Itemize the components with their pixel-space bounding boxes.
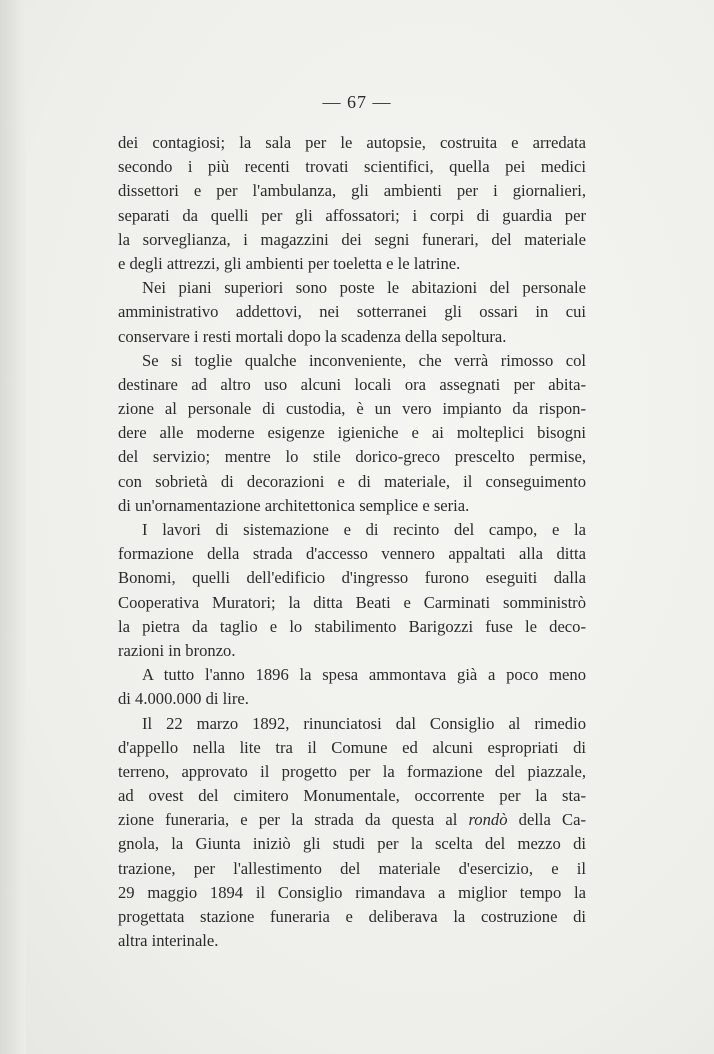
text-line: separati da quelli per gli affossatori; i corpi di guardia per [118,205,586,225]
text-line: secondo i più recenti trovati scientifici, quella pei medici [118,157,586,177]
text-line: zione al personale di custodia, è un vero impianto da rispon- [118,399,586,419]
text-line: con sobrietà di decorazioni e di materiale, il conseguimento [118,471,586,491]
text-line: del servizio; mentre lo stile dorico-greco prescelto permise, [118,447,586,467]
text-line: conservare i resti mortali dopo la scadenza della sepoltura. [118,326,507,346]
text-line: Cooperativa Muratori; la ditta Beati e Carminati somministrò [118,592,586,612]
text-line: destinare ad altro uso alcuni locali ora assegnati per abita- [118,374,586,394]
text-line: formazione della strada d'accesso vennero appaltati alla ditta [118,544,586,564]
text-line: Bonomi, quelli dell'edificio d'ingresso furono eseguiti dalla [118,568,586,588]
text-line: A tutto l'anno 1896 la spesa ammontava già a poco meno [142,665,586,685]
text-line: I lavori di sistemazione e di recinto del campo, e la [142,520,586,539]
text-line: 29 maggio 1894 il Consiglio rimandava a miglior tempo la [118,882,586,902]
text-line: gnola, la Giunta iniziò gli studi per la scelta del mezzo di [118,834,586,854]
text-line: Se si toglie qualche inconveniente, che verrà rimosso col [142,350,586,370]
text-line: di 4.000.000 di lire. [118,689,249,709]
page-gutter [0,0,26,1054]
italic-term: rondò [468,810,508,830]
text-line: ad ovest del cimitero Monumentale, occorrente per la sta- [118,786,586,806]
text-line: e degli attrezzi, gli ambienti per toeletta e le latrine. [118,253,461,273]
text-line: trazione, per l'allestimento del materiale d'esercizio, e il [118,858,586,878]
text-line: d'appello nella lite tra il Comune ed alcuni espropriati di [118,737,586,757]
text-line: razioni in bronzo. [118,640,236,660]
text-line: di un'ornamentazione architettonica semplice e seria. [118,495,470,515]
page-number: — 67 — [322,92,392,112]
text-fragment: zione funeraria, e per la strada da questa al [118,810,458,830]
text-line: la sorveglianza, i magazzini dei segni funerari, del materiale [118,229,586,249]
text-line: Nei piani superiori sono poste le abitazioni del personale [142,278,586,298]
text-line: progettata stazione funeraria e deliberava la costruzione di [118,907,586,926]
text-line [118,808,586,832]
text-line: Il 22 marzo 1892, rinunciatosi dal Consiglio al rimedio [142,713,586,733]
text-line: amministrativo addettovi, nei sotterranei gli ossari in cui [118,302,586,322]
body-text [118,131,586,953]
text-line: dissettori e per l'ambulanza, gli ambienti per i giornalieri, [118,181,586,201]
text-line: terreno, approvato il progetto per la formazione del piazzale, [118,761,586,781]
text-line: dei contagiosi; la sala per le autopsie, costruita e arredata [118,133,586,152]
text-line: la pietra da taglio e lo stabilimento Barigozzi fuse le deco- [118,616,586,636]
text-fragment: della Ca- [518,810,586,830]
text-line: altra interinale. [118,931,219,951]
text-line: dere alle moderne esigenze igieniche e ai molteplici bisogni [118,423,586,443]
